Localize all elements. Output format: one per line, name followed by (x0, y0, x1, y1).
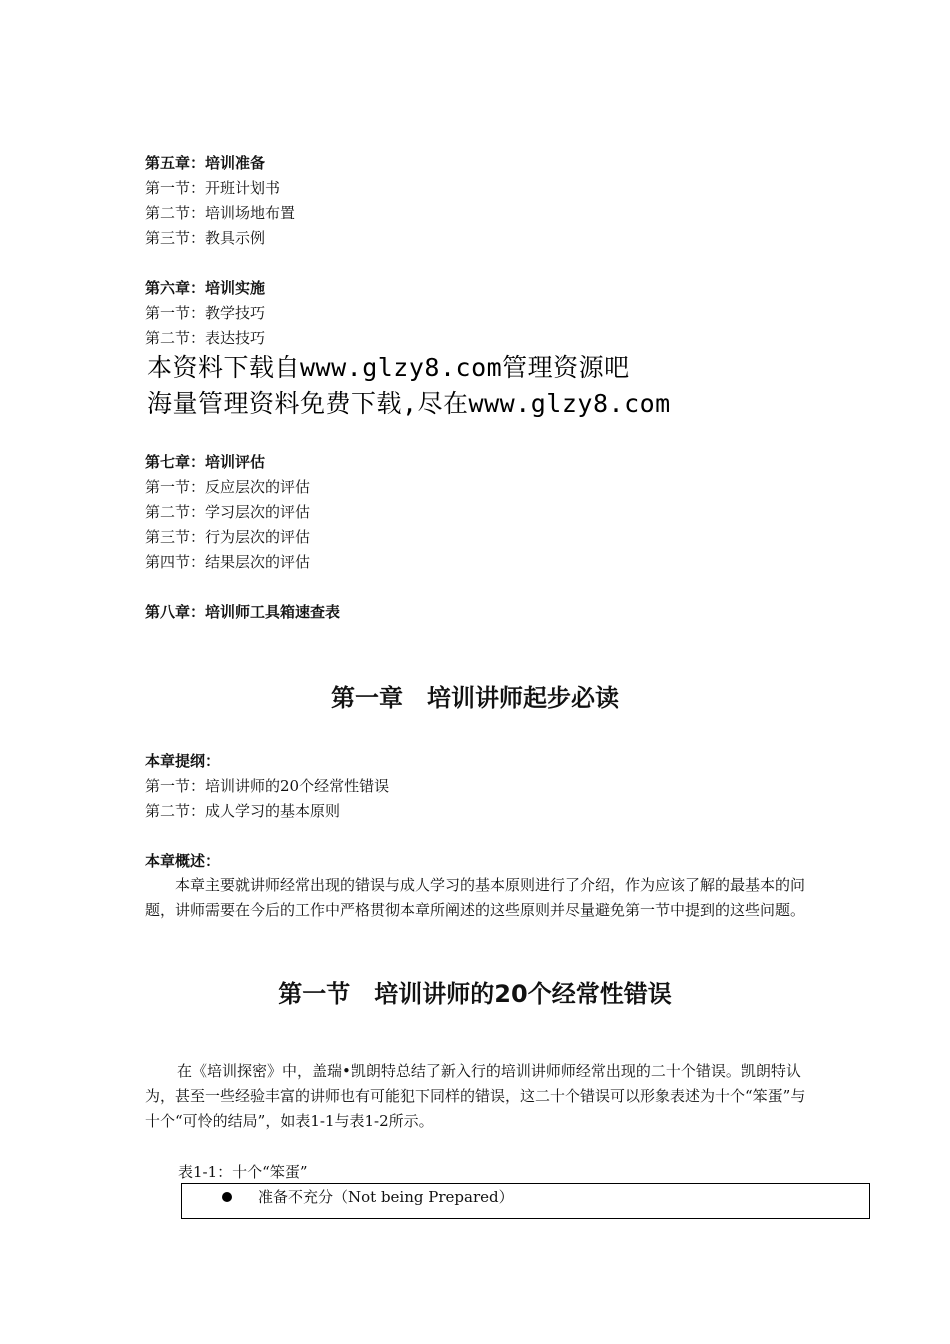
toc-chapter-8: 第八章：培训师工具箱速查表 (145, 603, 341, 621)
toc-section: 第三节：行为层次的评估 (145, 528, 311, 546)
toc-section: 第二节：培训场地布置 (145, 204, 296, 222)
summary-heading: 本章概述： (145, 852, 221, 870)
toc-chapter-5: 第五章：培训准备 (145, 154, 266, 172)
toc-chapter-7: 第七章：培训评估 (145, 453, 266, 471)
promo-line-2: 海量管理资料免费下载,尽在www.glzy8.com (147, 389, 671, 418)
toc-section: 第三节：教具示例 (145, 229, 266, 247)
outline-heading: 本章提纲： (145, 752, 221, 770)
bullet-icon (222, 1192, 232, 1202)
summary-paragraph: 本章主要就讲师经常出现的错误与成人学习的基本原则进行了介绍，作为应该了解的最基本的问题，讲师需要在今后的工作中严格贯彻本章所阐述的这些原则并尽量避免第一节中提到的这些问题。 (145, 876, 806, 919)
mistakes-table (181, 1183, 870, 1219)
table-caption: 表1-1：十个“笨蛋” (178, 1163, 308, 1181)
promo-line-1: 本资料下载自www.glzy8.com管理资源吧 (147, 353, 630, 382)
outline-item: 第二节：成人学习的基本原则 (145, 802, 341, 820)
toc-section: 第二节：表达技巧 (145, 329, 266, 347)
outline-item: 第一节：培训讲师的20个经常性错误 (145, 777, 390, 795)
section-title: 第一节 培训讲师的20个经常性错误 (278, 980, 672, 1008)
intro-paragraph: 在《培训探密》中，盖瑞•凯朗特总结了新入行的培训讲师师经常出现的二十个错误。凯朗特认为，甚至一些经验丰富的讲师也有可能犯下同样的错误，这二十个错误可以形象表述为十个“笨蛋”与十个“可怜的结局”，如表1-1与表1-2所示。 (145, 1062, 806, 1130)
table-row: 准备不充分（Not being Prepared） (258, 1188, 514, 1206)
toc-chapter-6: 第六章：培训实施 (145, 279, 266, 297)
toc-section: 第二节：学习层次的评估 (145, 503, 311, 521)
toc-section: 第一节：教学技巧 (145, 304, 266, 322)
toc-section: 第一节：反应层次的评估 (145, 478, 311, 496)
toc-section: 第四节：结果层次的评估 (145, 553, 311, 571)
toc-section: 第一节：开班计划书 (145, 179, 281, 197)
chapter-title: 第一章 培训讲师起步必读 (331, 684, 619, 712)
